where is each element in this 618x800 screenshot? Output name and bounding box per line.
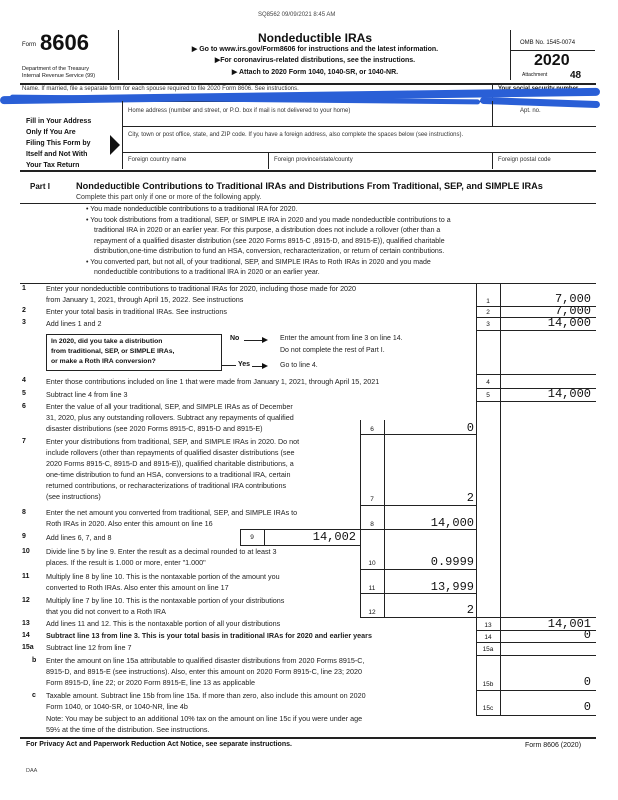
line-8-text-a: Enter the net amount you converted from traditional, SEP, and SIMPLE IRAs to [46,508,298,517]
line-11-text-a: Multiply line 8 by line 10. This is the nontaxable portion of the amount you [46,572,280,581]
line-9-text: Add lines 6, 7, and 8 [46,533,112,542]
line-box-label: 5 [486,392,490,399]
address-side-label: Fill in Your Address Only If You Are Filing This Form by Itself and Not With Your Tax Return [26,118,92,169]
line-box-label: 8 [370,521,374,528]
line-number: 8 [22,509,26,516]
line-number: 3 [22,319,26,326]
line-number: 4 [22,377,26,384]
tax-year: 2020 [534,52,570,69]
form-label: Form [22,42,36,48]
part-title: Nondeductible Contributions to Traditional IRAs and Distributions From Traditional, SEP, and SIMPLE IRAs [76,181,543,191]
line-number: 5 [22,390,26,397]
line-3-value[interactable]: 14,000 [547,316,591,330]
line-box-label: 11 [368,585,376,592]
line-box-label: 9 [250,534,254,541]
line-box-label: 15a [482,646,494,653]
line-15b-text-a: Enter the amount on line 15a attributable to qualified disaster distributions from 2020 Forms 8915-C, [46,656,365,665]
distribution-question: In 2020, did you take a distribution from traditional, SEP, or SIMPLE IRAs, or make a Roth IRA conversion? [46,334,222,371]
irs-label: Internal Revenue Service (99) [22,73,96,79]
privacy-notice: For Privacy Act and Paperwork Reduction Act Notice, see separate instructions. [26,741,292,748]
part-subtitle: Complete this part only if one or more of the following apply. [76,194,262,201]
line-8-value[interactable]: 14,000 [430,516,474,530]
line-number: 7 [22,438,26,445]
line-box-label: 1 [486,298,490,305]
instruction-2: ▶For coronavirus-related distributions, see the instructions. [214,57,416,64]
line-number: 2 [22,307,26,314]
no-instruction-1: Enter the amount from line 3 on line 14. [280,335,403,342]
line-15b-text-c: Form 8915-D, line 22; or 2020 Form 8915-E, line 13 as applicable [46,678,255,687]
line-6-text-b: 31, 2020, plus any outstanding rollovers. Subtract any repayments of qualified [46,413,294,422]
note-text-a: Note: You may be subject to an additional 10% tax on the amount on line 15c if you were under age [46,714,363,723]
line-12-text-b: that you did not convert to a Roth IRA [46,607,166,616]
instruction-3: ▶ Attach to 2020 Form 1040, 1040-SR, or 1040-NR. [231,69,399,76]
form-title: Nondeductible IRAs [257,31,372,45]
line-13-value[interactable]: 14,001 [547,617,591,631]
yes-label: Yes [238,361,251,368]
redaction-scribble [480,97,600,108]
line-15c-text-a: Taxable amount. Subtract line 15b from line 15a. If more than zero, also include this amount on 2020 [46,691,366,700]
line-box-label: 10 [368,560,376,567]
line-6-text-a: Enter the value of all your traditional, SEP, and SIMPLE IRAs as of December [46,402,293,411]
line-6-text-c: disaster distributions (see 2020 Forms 8915-C, 8915-D and 8915-E) [46,424,263,433]
line-6-value[interactable]: 0 [466,421,474,435]
line-9-value[interactable]: 14,002 [312,530,356,544]
line-box-label: 12 [368,609,376,616]
line-box-label: 6 [370,426,374,433]
line-box-label: 14 [484,634,492,641]
line-10-value[interactable]: 0.9999 [430,555,474,569]
province-label: Foreign province/state/county [274,157,353,163]
line-box-label: 3 [486,321,490,328]
line-7-text-b: include rollovers (other than repayments of qualified disaster distributions (see [46,448,295,457]
dept-label: Department of the Treasury [22,66,89,72]
line-box-label: 2 [486,309,490,316]
line-number: 6 [22,403,26,410]
form-footer: Form 8606 (2020) [525,742,582,749]
line-7-text-e: returned contributions, or recharacterizations of traditional IRA contributions [46,481,287,490]
line-box-label: 13 [484,622,492,629]
line-number: 9 [22,533,26,540]
arrow-right-icon [262,337,268,343]
home-address-label: Home address (number and street, or P.O. box if mail is not delivered to your home) [128,108,351,114]
line-2-text: Enter your total basis in traditional IRAs. See instructions [46,307,227,316]
apt-label: Apt. no. [520,108,541,114]
name-label: Name. If married, file a separate form for each spouse required to file 2020 Form 8606. See instructions. [22,86,299,92]
line-number: 15a [22,644,34,651]
line-number: 13 [22,620,30,627]
line-number: 12 [22,597,30,604]
print-stamp: SQ8562 09/09/2021 8:45 AM [258,12,336,18]
line-10-text-b: places. If the result is 1.000 or more, enter "1.000" [46,558,206,567]
line-11-text-b: converted to Roth IRAs. Also enter this amount on line 17 [46,583,229,592]
line-number: 14 [22,632,30,639]
instruction-1: ▶ Go to www.irs.gov/Form8606 for instructions and the latest information. [191,46,439,53]
line-5-text: Subtract line 4 from line 3 [46,390,128,399]
line-7-text-a: Enter your distributions from traditional, SEP, and SIMPLE IRAs in 2020. Do not [46,437,300,446]
line-box-label: 4 [486,379,490,386]
daa-label: DAA [26,768,38,774]
line-box-label: 15b [482,681,494,688]
line-15c-text-b: Form 1040, or 1040-SR, or 1040-NR, line 4b [46,702,188,711]
line-15b-value[interactable]: 0 [583,675,591,689]
line-7-value[interactable]: 2 [466,491,474,505]
line-3-text: Add lines 1 and 2 [46,319,102,328]
line-12-value[interactable]: 2 [466,603,474,617]
line-7-text-f: (see instructions) [46,492,101,501]
omb-number: OMB No. 1545-0074 [520,40,576,46]
city-label: City, town or post office, state, and ZIP code. If you have a foreign address, also complete the spaces below (see instructions). [128,132,464,138]
line-12-text-a: Multiply line 7 by line 10. This is the nontaxable portion of your distributions [46,596,285,605]
line-number: 11 [22,573,30,580]
line-14-value[interactable]: 0 [583,628,591,642]
line-13-text: Add lines 11 and 12. This is the nontaxable portion of all your distributions [46,619,281,628]
line-10-text-a: Divide line 5 by line 9. Enter the result as a decimal rounded to at least 3 [46,547,277,556]
line-box-label: 7 [370,496,374,503]
line-15b-text-b: 8915-D, and 8915-E (see instructions). Also, enter this amount on 2020 Form 8915-C, line 23; 2020 [46,667,363,676]
line-15c-value[interactable]: 0 [583,700,591,714]
line-5-value[interactable]: 14,000 [547,387,591,401]
line-15a-text: Subtract line 12 from line 7 [46,643,132,652]
line-1-value[interactable]: 7,000 [554,292,591,306]
arrow-right-icon [110,135,120,155]
no-label: No [230,335,240,342]
line-14-text: Subtract line 13 from line 3. This is your total basis in traditional IRAs for 2020 and earlier years [46,631,372,640]
country-label: Foreign country name [128,157,187,163]
line-7-text-c: 2020 Forms 8915-C, 8915-D and 8915-E)), qualified charitable distributions, a [46,459,294,468]
line-number: b [32,657,37,664]
note-text-b: 59½ at the time of the distribution. See instructions. [46,725,210,734]
line-2-value[interactable]: 7,000 [554,304,591,318]
line-number: c [32,692,36,699]
sequence-number: 48 [570,70,582,81]
postal-label: Foreign postal code [498,157,551,163]
form-number: 8606 [40,30,89,55]
line-box-label: 15c [482,705,494,712]
line-8-text-b: Roth IRAs in 2020. Also enter this amount on line 16 [46,519,213,528]
line-4-text: Enter those contributions included on line 1 that were made from January 1, 2021, through April 15, 2021 [46,377,380,386]
no-instruction-2: Do not complete the rest of Part I. [280,347,385,354]
part-bullets: • You made nondeductible contributions to a traditional IRA for 2020. • You took distributions from a traditional, SEP, or SIMPLE IRA in 2020 and you made nondeductible contributions to a traditional IRA in 2020 or an earlier year. For this purpose, a distribution does not include a rollover (other than a repayment of a qualified disaster distribution (see 2020 Forms 8915-C ,8915-D, and 8915-E)), qualified charitable distribution,one-time distribution to fund an HSA, conversion, recharacterization, or return of certain contributions. • You converted part, but not all, of your traditional, SEP, and SIMPLE IRAs to Roth IRAs in 2020 and you made nondeductible contributions to a traditional IRA in 2020 or an earlier year. [86,206,451,276]
line-7-text-d: one-time distribution to fund an HSA, conversions to a traditional IRA, certain [46,470,291,479]
arrow-right-icon [262,363,268,369]
attachment-label: Attachment [522,72,548,78]
line-11-value[interactable]: 13,999 [430,580,474,594]
yes-instruction: Go to line 4. [280,362,318,369]
line-1-text-a: Enter your nondeductible contributions to traditional IRAs for 2020, including those made for 2020 [46,284,357,293]
part-label: Part I [30,182,51,191]
line-number: 10 [22,548,30,555]
line-number: 1 [22,285,26,292]
line-1-text-b: from January 1, 2021, through April 15, 2022. See instructions [46,295,244,304]
